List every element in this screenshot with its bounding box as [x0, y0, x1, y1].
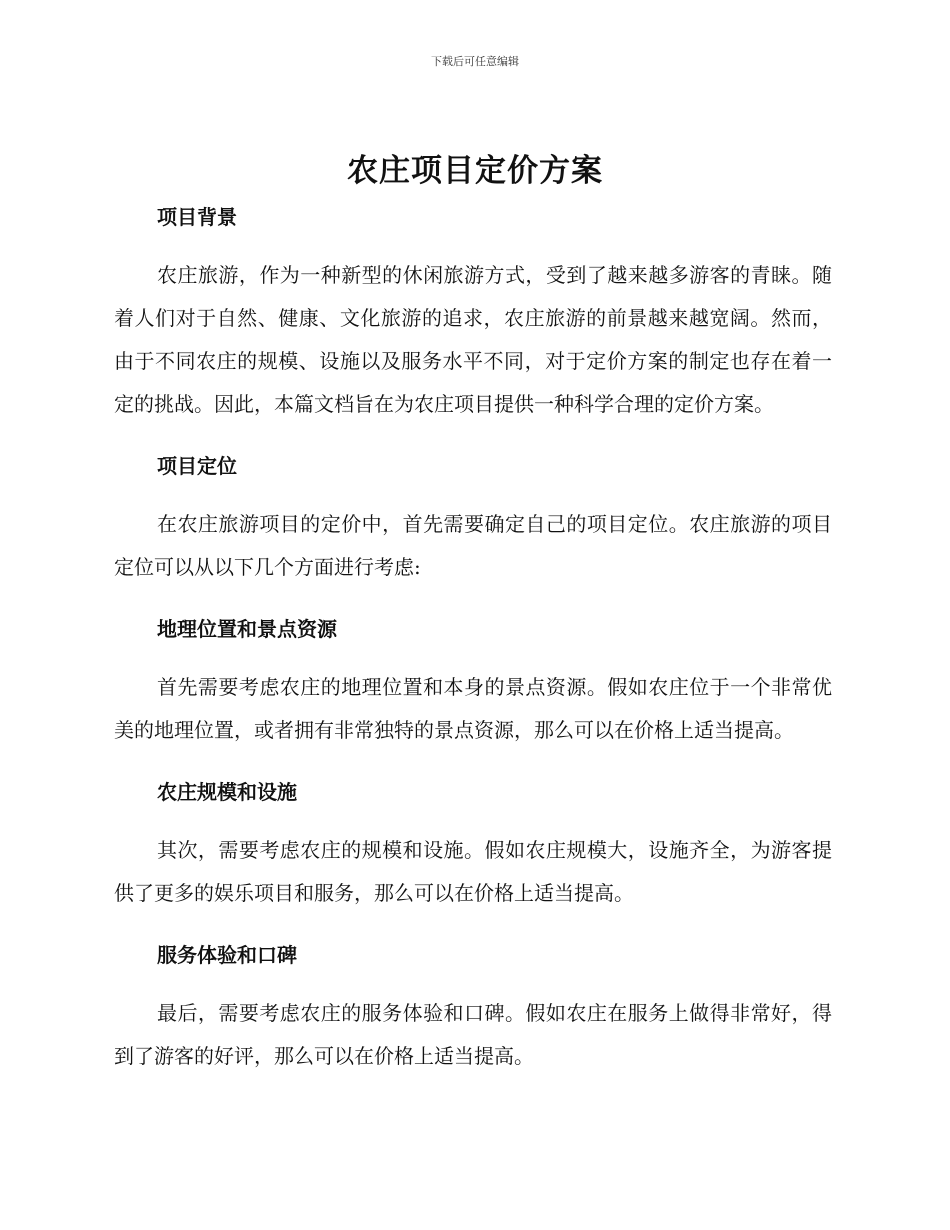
- section-paragraph-service-reputation: 最后，需要考虑农庄的服务体验和口碑。假如农庄在服务上做得非常好，得到了游客的好评，那么可以在价格上适当提高。: [114, 1001, 832, 1068]
- section-paragraph-positioning: 在农庄旅游项目的定价中，首先需要确定自己的项目定位。农庄旅游的项目定位可以从以下几个方面进行考虑:: [114, 512, 832, 579]
- section-paragraph-scale-facilities: 其次，需要考虑农庄的规模和设施。假如农庄规模大，设施齐全，为游客提供了更多的娱乐项目和服务，那么可以在价格上适当提高。: [114, 838, 832, 905]
- section-paragraph-location-resources: 首先需要考虑农庄的地理位置和本身的景点资源。假如农庄位于一个非常优美的地理位置，或者拥有非常独特的景点资源，那么可以在价格上适当提高。: [114, 675, 832, 742]
- section-heading-positioning: 项目定位: [157, 454, 237, 478]
- header-note: 下载后可任意编辑: [431, 55, 519, 68]
- section-paragraph-background: 农庄旅游，作为一种新型的休闲旅游方式，受到了越来越多游客的青睐。随着人们对于自然、健康、文化旅游的追求，农庄旅游的前景越来越宽阔。然而，由于不同农庄的规模、设施以及服务水平不同，对于定价方案的制定也存在着一定的挑战。因此，本篇文档旨在为农庄项目提供一种科学合理的定价方案。: [114, 263, 832, 416]
- section-heading-background: 项目背景: [157, 205, 237, 229]
- section-heading-scale-facilities: 农庄规模和设施: [157, 780, 297, 804]
- document-title: 农庄项目定价方案: [347, 153, 603, 189]
- section-heading-service-reputation: 服务体验和口碑: [157, 943, 297, 967]
- document-content: [114, 200, 832, 1078]
- section-heading-location-resources: 地理位置和景点资源: [157, 617, 337, 641]
